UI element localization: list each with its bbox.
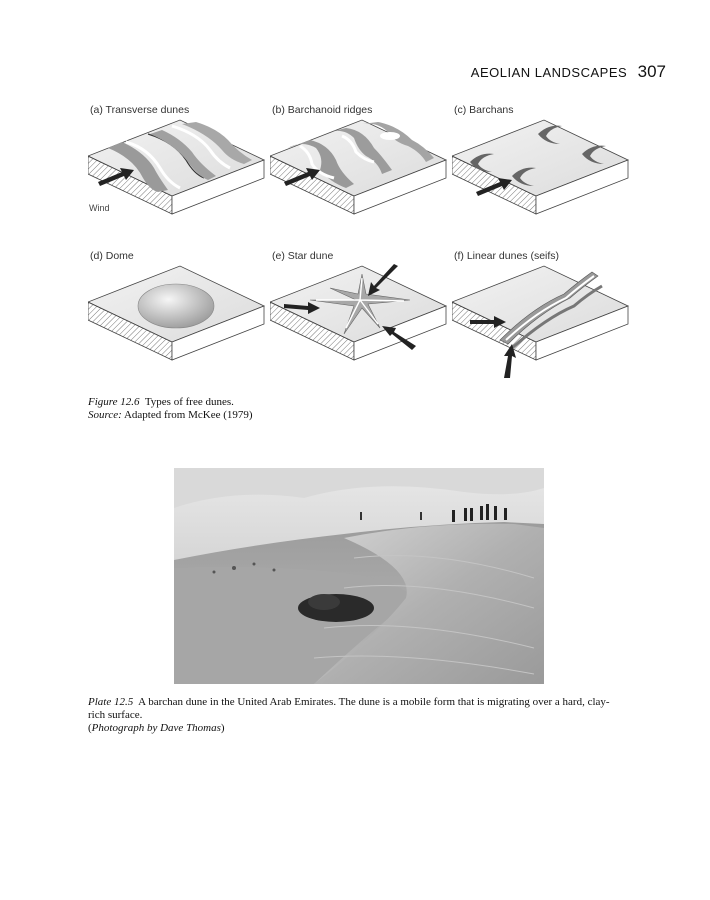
panel-label: (e) Star dune <box>272 250 334 262</box>
plate-caption: Plate 12.5 A barchan dune in the United Arab Emirates. The dune is a mobile form that is migrating over a hard, clay-rich surface. (Photograph by Dave Thomas) <box>88 696 610 734</box>
photo-credit: Photograph by Dave Thomas <box>91 722 221 734</box>
panel-dome <box>88 250 270 390</box>
plate-caption-text: A barchan dune in the United Arab Emirates. The dune is a mobile form that is migrating over a hard, clay-rich surface. <box>88 696 610 721</box>
running-title: AEOLIAN LANDSCAPES <box>470 65 628 80</box>
barchan-dune-photo <box>174 468 544 684</box>
photo-image <box>174 468 544 684</box>
panel-transverse-dunes <box>88 104 270 244</box>
figure-number: Figure 12.6 <box>88 396 140 408</box>
panel-barchans <box>452 104 634 244</box>
figure-caption <box>88 396 253 422</box>
panel-label: (b) Barchanoid ridges <box>272 104 373 116</box>
running-header <box>471 62 666 82</box>
barchans-diagram <box>452 118 634 244</box>
star-dune-diagram <box>270 264 452 390</box>
panel-linear-dunes <box>452 250 634 390</box>
figure-caption-text: Types of free dunes. <box>144 396 234 408</box>
transverse-dunes-diagram <box>88 118 270 244</box>
wind-label: Wind <box>89 203 110 213</box>
dome-diagram <box>88 264 270 390</box>
panel-star-dune <box>270 250 452 390</box>
panel-label: (f) Linear dunes (seifs) <box>454 250 560 262</box>
page-number: 307 <box>637 62 666 81</box>
barchanoid-ridges-diagram <box>270 118 452 244</box>
plate-number: Plate 12.5 <box>88 696 134 708</box>
linear-dunes-diagram <box>452 264 634 390</box>
panel-label: (d) Dome <box>90 250 134 262</box>
panel-label: (a) Transverse dunes <box>90 104 190 116</box>
panel-label: (c) Barchans <box>454 104 514 116</box>
source-label: Source: <box>88 409 122 421</box>
panel-barchanoid-ridges <box>270 104 452 244</box>
source-text: Adapted from McKee (1979) <box>123 409 253 421</box>
